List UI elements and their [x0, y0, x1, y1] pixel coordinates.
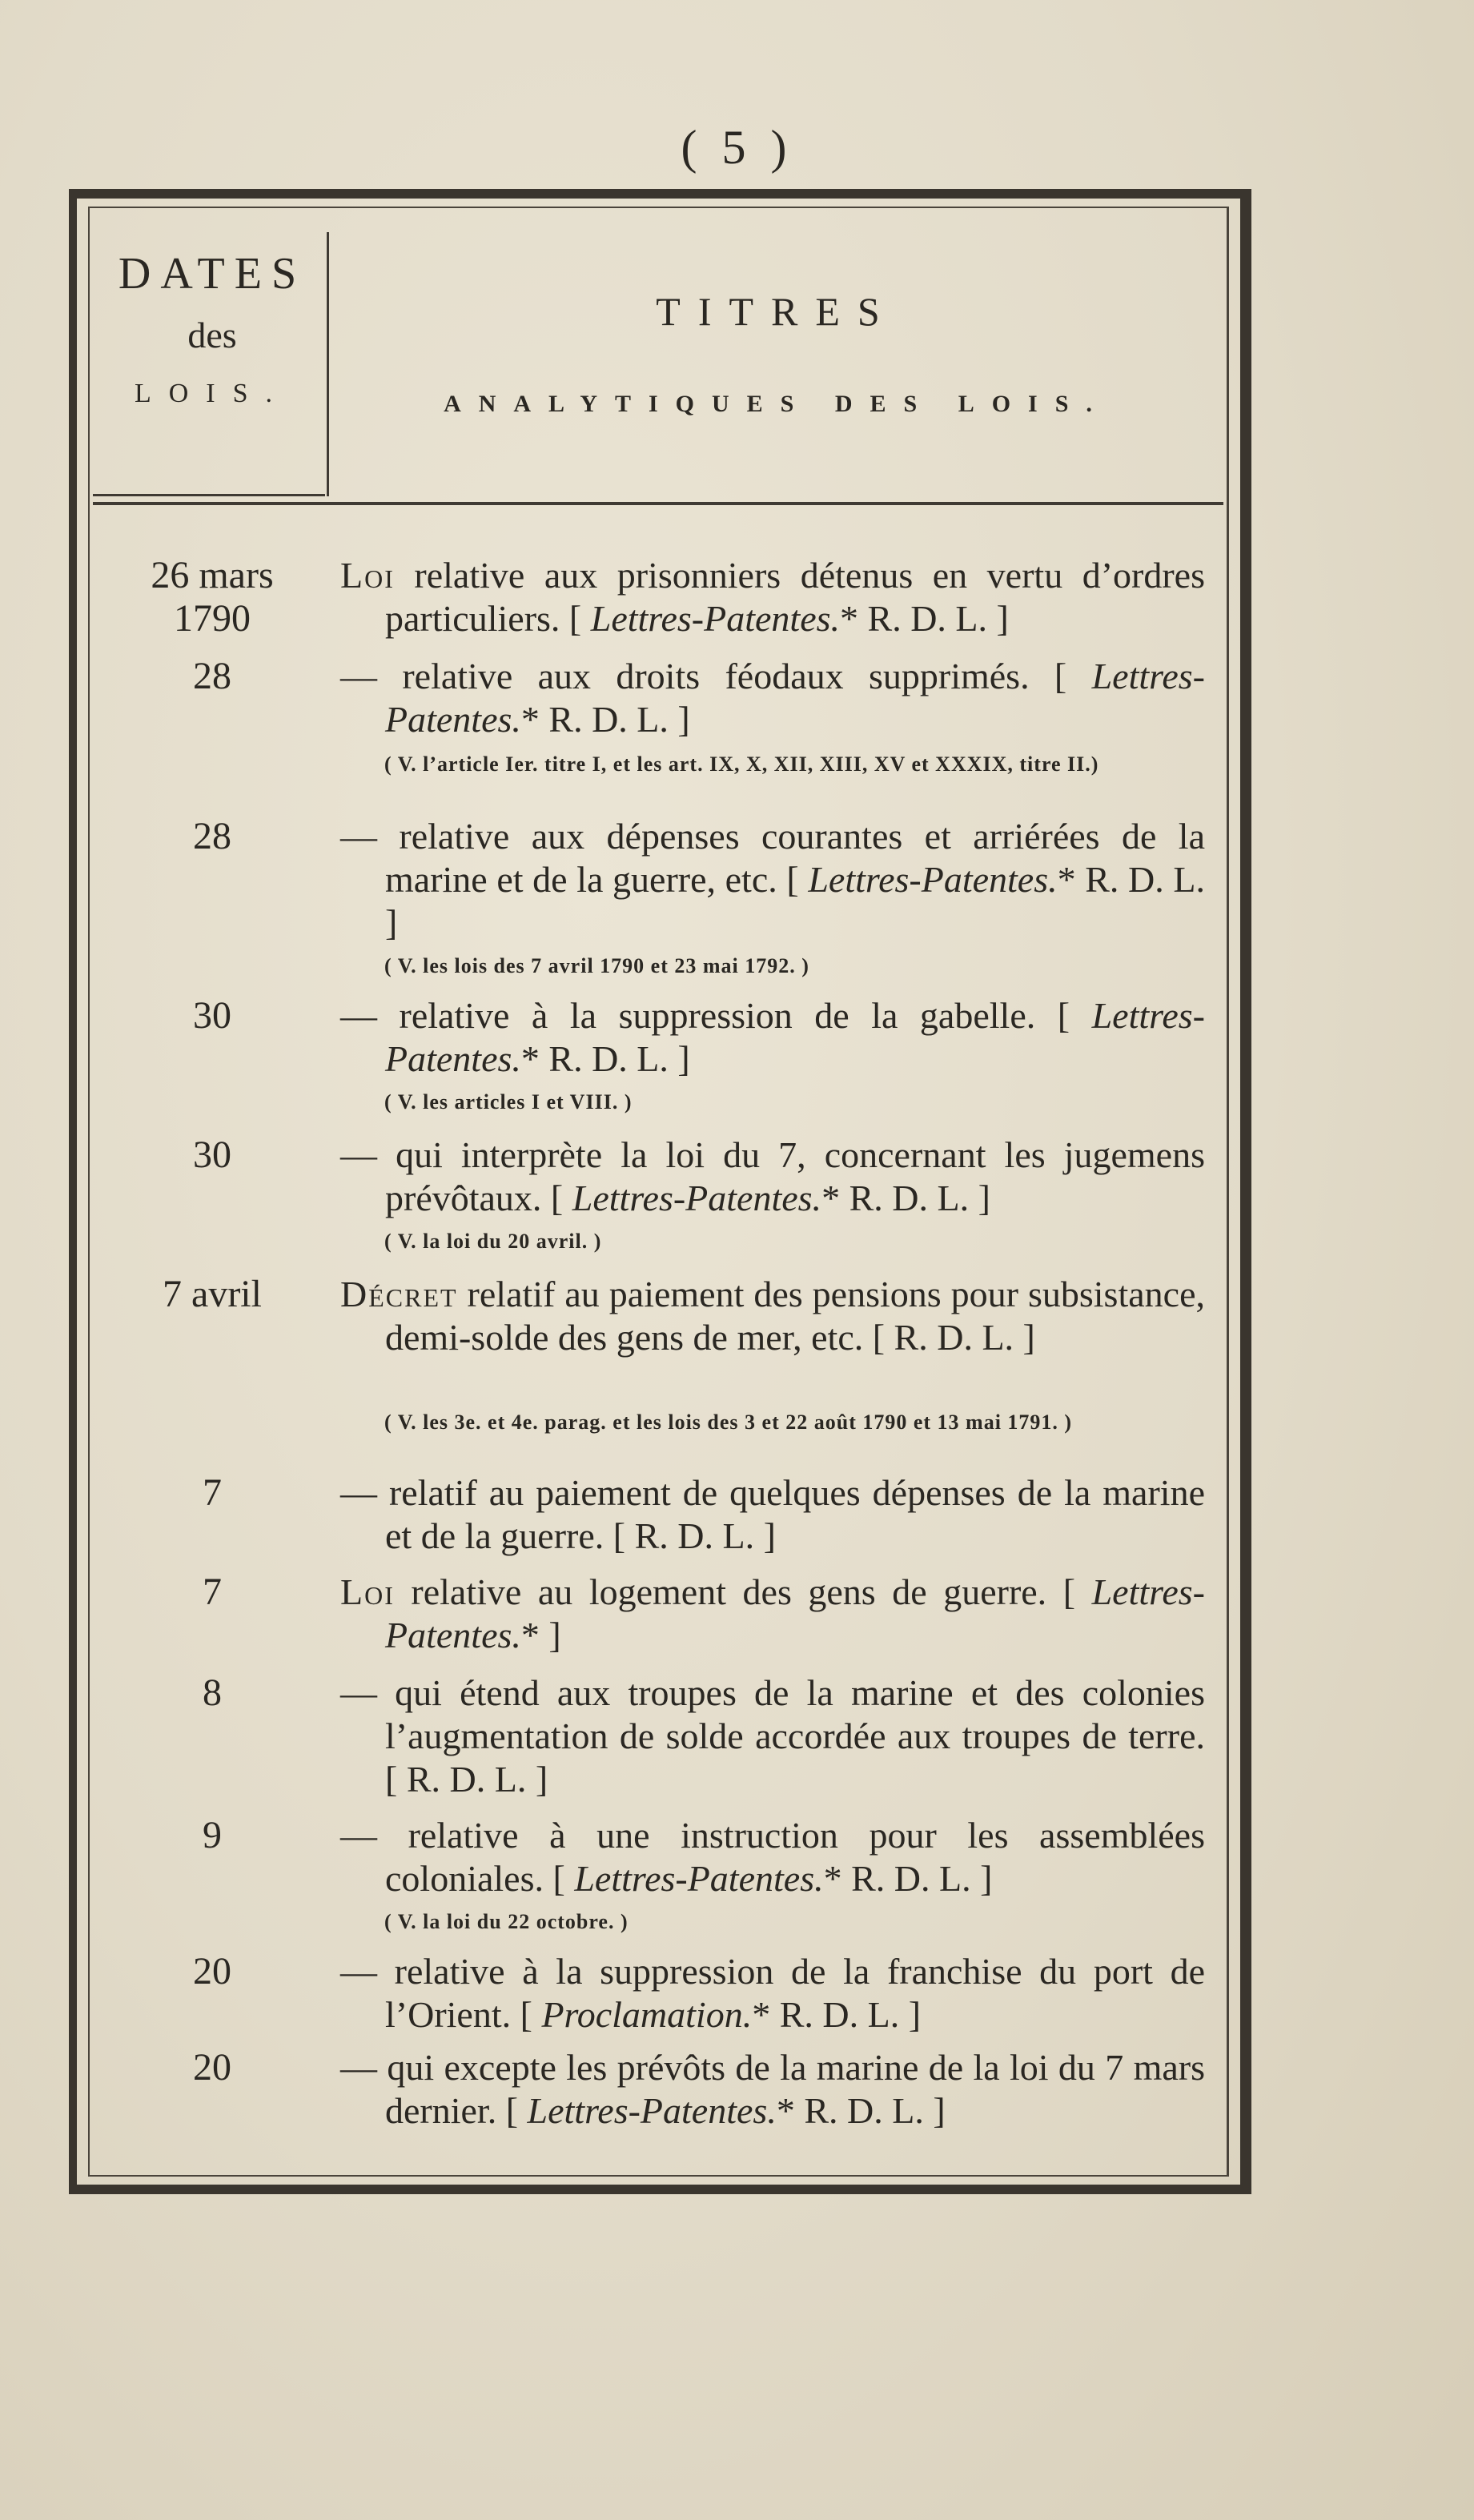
entry-date: 30	[193, 1134, 231, 1176]
entry-note: ( V. la loi du 22 octobre. )	[384, 1910, 629, 1933]
entry-tail: * ]	[520, 1615, 561, 1655]
entry-text: — qui étend aux troupes de la marine et des colonies l’augmentation de solde accordée aux troupes de terre. [ R. D. L. ]	[340, 1672, 1205, 1800]
entry-date: 7 avril	[163, 1273, 262, 1315]
entry-title	[340, 1814, 1205, 1900]
page-number: ( 5 )	[681, 121, 793, 174]
entry-note: ( V. les 3e. et 4e. parag. et les lois des 3 et 22 août 1790 et 13 mai 1791. )	[384, 1410, 1073, 1434]
entry-date: 30	[193, 994, 231, 1037]
entry-title	[340, 1273, 1205, 1359]
entry-date: 20	[193, 2046, 231, 2089]
entry-italic: Lettres-Patentes.	[808, 859, 1058, 900]
entry-italic: Lettres-Patentes.	[572, 1178, 822, 1218]
entry-text: relatif au paiement des pensions pour subsistance, demi-solde des gens de mer, etc. [ R. D. L. ]	[385, 1274, 1205, 1358]
entry-title	[340, 1134, 1205, 1220]
entry-title	[340, 815, 1205, 945]
entry-tail: * R. D. L. ]	[752, 1994, 922, 2035]
entry-note: ( V. l’article Ier. titre I, et les art. IX, X, XII, XIII, XV et XXXIX, titre II.)	[384, 752, 1099, 776]
entry-lead: Loi	[340, 1571, 395, 1612]
dates-column-header	[96, 248, 328, 409]
entry-date: 8	[203, 1671, 222, 1714]
entry-title	[340, 655, 1205, 741]
entry-date: 7	[203, 1471, 222, 1514]
entry-title	[340, 2046, 1205, 2133]
entry-tail: * R. D. L. ]	[840, 598, 1009, 639]
entry-italic: Lettres-Patentes.	[385, 995, 1205, 1079]
entry-italic: Proclamation.	[541, 1994, 753, 2035]
entry-tail: * R. D. L. ]	[520, 1038, 690, 1079]
entry-note: ( V. la loi du 20 avril. )	[384, 1230, 602, 1253]
entry-date: 28	[193, 655, 231, 697]
header-rule-left	[93, 494, 325, 496]
entry-text: — relative à la suppression de la franchise du port de l’Orient. [	[340, 1951, 1205, 2035]
entry-tail: * R. D. L. ]	[821, 1178, 990, 1218]
entry-italic: Lettres-Patentes.	[385, 1571, 1205, 1655]
entry-lead: Décret	[340, 1274, 458, 1314]
entry-title	[340, 1950, 1205, 2036]
entry-date-year: 1790	[174, 597, 251, 640]
entry-lead: Loi	[340, 555, 395, 596]
titres-column-header	[336, 288, 1217, 418]
entry-text: — relative à la suppression de la gabelle. [	[340, 995, 1092, 1036]
entry-text: — relatif au paiement de quelques dépenses de la marine et de la guerre. [ R. D. L. ]	[340, 1472, 1205, 1556]
entry-title	[340, 554, 1205, 640]
entry-tail: * R. D. L. ]	[520, 699, 690, 740]
entry-text: relative au logement des gens de guerre. [	[394, 1571, 1092, 1612]
entry-title	[340, 1471, 1205, 1558]
entry-text: relative aux prisonniers détenus en vertu d’ordres particuliers. [	[385, 555, 1205, 639]
dates-header-line3: LOIS.	[134, 379, 291, 408]
entry-date: 9	[203, 1814, 222, 1856]
entry-title	[340, 1571, 1205, 1657]
entry-text: — relative aux dépenses courantes et arriérées de la marine et de la guerre, etc. [	[340, 816, 1205, 900]
entry-italic: Lettres-Patentes.	[385, 656, 1205, 740]
entry-date: 7	[203, 1571, 222, 1613]
titres-header-line2: ANALYTIQUES DES LOIS.	[444, 391, 1110, 417]
titres-header-line1: TITRES	[656, 289, 898, 334]
entry-date: 28	[193, 815, 231, 857]
entry-text: — qui interprète la loi du 7, concernant les jugemens prévôtaux. [	[340, 1134, 1205, 1218]
entry-italic: Lettres-Patentes.	[590, 598, 841, 639]
entry-date	[112, 554, 312, 640]
entry-tail: * R. D. L. ]	[823, 1858, 993, 1899]
dates-header-line2: des	[187, 315, 237, 355]
entry-italic: Lettres-Patentes.	[527, 2090, 777, 2131]
entry-tail: * R. D. L. ]	[385, 859, 1206, 943]
header-rule	[93, 502, 1223, 505]
entry-text: — qui excepte les prévôts de la marine de la loi du 7 mars dernier. [	[340, 2047, 1205, 2131]
entry-italic: Lettres-Patentes.	[574, 1858, 824, 1899]
entry-text: — relative à une instruction pour les assemblées coloniales. [	[340, 1815, 1205, 1899]
entry-title	[340, 994, 1205, 1081]
entry-date: 20	[193, 1950, 231, 1992]
entry-note: ( V. les articles I et VIII. )	[384, 1090, 633, 1114]
entry-tail: * R. D. L. ]	[776, 2090, 946, 2131]
entry-title	[340, 1671, 1205, 1801]
entry-note: ( V. les lois des 7 avril 1790 et 23 mai 1792. )	[384, 954, 809, 977]
entry-date-day: 26 mars	[151, 554, 274, 596]
dates-header-line1: DATES	[118, 249, 307, 299]
entry-text: — relative aux droits féodaux supprimés. [	[340, 656, 1092, 696]
